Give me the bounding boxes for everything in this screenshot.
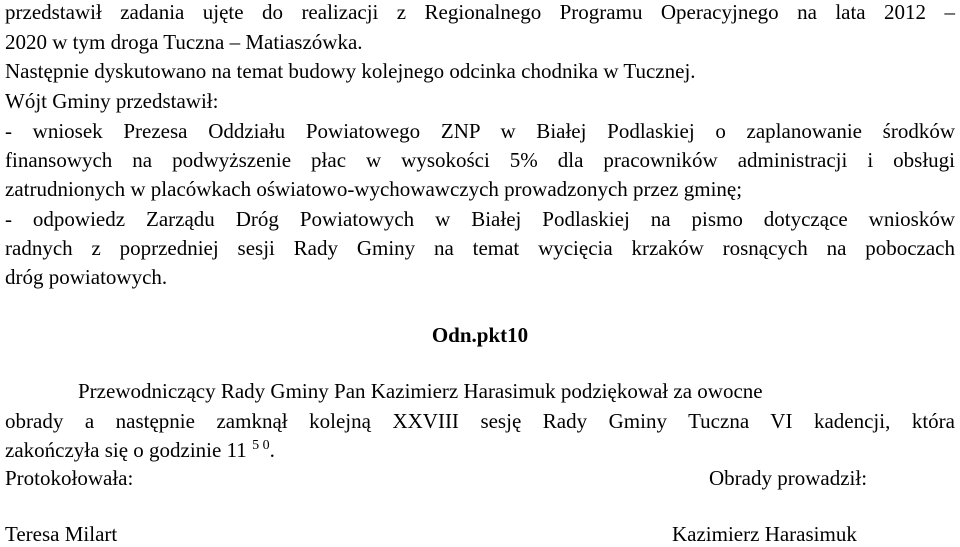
paragraph-line: - odpowiedz Zarządu Dróg Powiatowych w Białej Podlaskiej na pismo dotyczące wniosków <box>5 207 955 231</box>
paragraph-line: Następnie dyskutowano na temat budowy kolejnego odcinka chodnika w Tucznej. <box>5 59 696 83</box>
paragraph-line: 2020 w tym droga Tuczna – Matiaszówka. <box>5 30 363 54</box>
closing-period: . <box>269 438 275 462</box>
paragraph-line: Wójt Gminy przedstawił: <box>5 89 219 113</box>
section-heading: Odn.pkt10 <box>431 323 529 347</box>
paragraph-line: przedstawił zadania ujęte do realizacji z Regionalnego Programu Operacyjnego na lata 2012 – <box>5 0 955 24</box>
paragraph-line: zatrudnionych w placówkach oświatowo-wychowawczych prowadzonych przez gminę; <box>5 177 743 201</box>
signature-label-right: Obrady prowadził: <box>709 466 868 490</box>
time-superscript: 5 0 <box>252 438 270 453</box>
closing-text: zakończyła się o godzinie 11 <box>5 438 247 462</box>
paragraph-line: - wniosek Prezesa Oddziału Powiatowego ZNP w Białej Podlaskiej o zaplanowanie środków <box>5 119 955 143</box>
signature-label-left: Protokołowała: <box>5 466 134 490</box>
paragraph-line: dróg powiatowych. <box>5 265 168 289</box>
paragraph-line: obrady a następnie zamknął kolejną XXVIII sesję Rady Gminy Tuczna VI kadencji, która <box>5 409 955 433</box>
paragraph-line: radnych z poprzedniej sesji Rady Gminy na temat wycięcia krzaków rosnących na poboczach <box>5 236 955 260</box>
signature-name-right: Kazimierz Harasimuk <box>672 522 857 546</box>
paragraph-line: Przewodniczący Rady Gminy Pan Kazimierz Harasimuk podziękował za owocne <box>78 379 763 403</box>
paragraph-line: finansowych na podwyższenie płac w wysokości 5% dla pracowników administracji i obsługi <box>5 148 955 172</box>
paragraph-line <box>5 437 275 463</box>
signature-name-left: Teresa Milart <box>5 522 118 546</box>
